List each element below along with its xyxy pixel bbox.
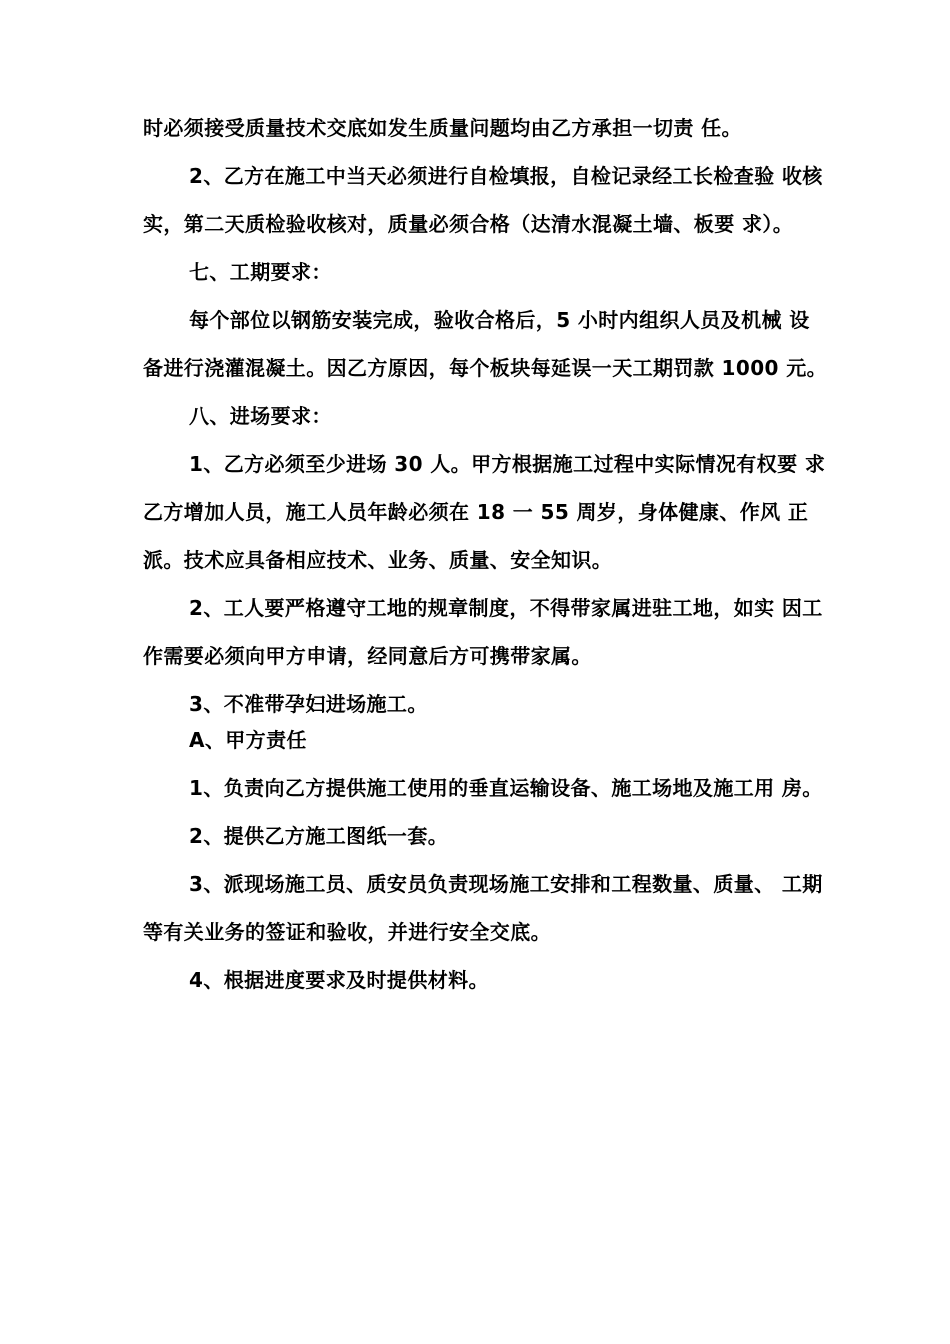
text-line: 3、不准带孕妇进场施工。	[189, 692, 428, 716]
paragraph-site-supervision	[143, 860, 850, 956]
text-line: 每个部位以钢筋安装完成，验收合格后，5 小时内组织人员及机械 设	[189, 308, 810, 332]
section-heading: A、甲方责任	[189, 728, 307, 752]
paragraph-provide-equipment	[143, 764, 850, 812]
text-line: 作需要必须向甲方申请，经同意后方可携带家属。	[143, 644, 592, 668]
text-line: 派。技术应具备相应技术、业务、质量、安全知识。	[143, 548, 613, 572]
section-heading: 八、进场要求：	[189, 404, 332, 428]
text-line: 乙方增加人员，施工人员年龄必须在 18 一 55 周岁，身体健康、作风 正	[143, 500, 809, 524]
text-line: 备进行浇灌混凝土。因乙方原因，每个板块每延误一天工期罚款 1000 元。	[143, 356, 827, 380]
text-line: 2、工人要严格遵守工地的规章制度，不得带家属进驻工地，如实 因工	[189, 596, 823, 620]
text-line: 2、乙方在施工中当天必须进行自检填报，自检记录经工长检查验 收核	[189, 164, 823, 188]
text-line: 时必须接受质量技术交底如发生质量问题均由乙方承担一切责 任。	[143, 116, 742, 140]
paragraph-provide-materials	[143, 956, 850, 1004]
paragraph-site-rules	[143, 584, 850, 680]
heading-site-entry-requirements	[143, 392, 850, 440]
text-line: 4、根据进度要求及时提供材料。	[189, 968, 489, 992]
heading-party-a-responsibilities	[143, 716, 850, 764]
text-line: 实，第二天质检验收核对，质量必须合格（达清水混凝土墙、板要 求）。	[143, 212, 794, 236]
section-heading: 七、工期要求：	[189, 260, 332, 284]
text-line: 1、负责向乙方提供施工使用的垂直运输设备、施工场地及施工用 房。	[189, 776, 823, 800]
text-line: 2、提供乙方施工图纸一套。	[189, 824, 449, 848]
paragraph-provide-drawings	[143, 812, 850, 860]
text-line: 3、派现场施工员、质安员负责现场施工安排和工程数量、质量、 工期	[189, 872, 823, 896]
paragraph-self-inspection	[143, 152, 850, 248]
paragraph-schedule-details	[143, 296, 850, 392]
text-line: 1、乙方必须至少进场 30 人。甲方根据施工过程中实际情况有权要 求	[189, 452, 826, 476]
paragraph-quality-responsibility	[143, 104, 850, 152]
text-line: 等有关业务的签证和验收，并进行安全交底。	[143, 920, 551, 944]
heading-schedule-requirements	[143, 248, 850, 296]
paragraph-staffing	[143, 440, 850, 584]
